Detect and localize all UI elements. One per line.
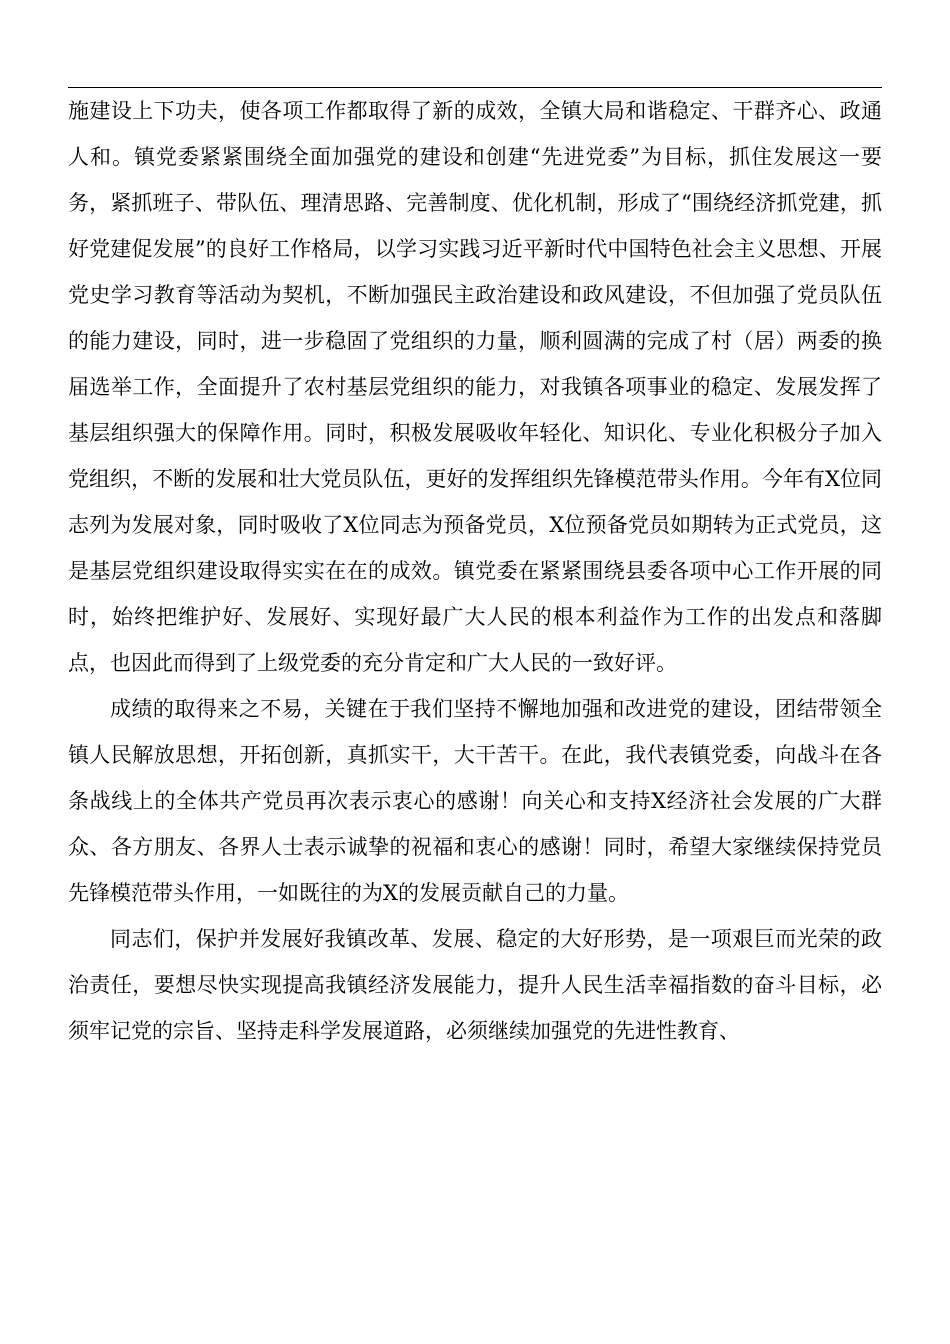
paragraph-3: 同志们，保护并发展好我镇改革、发展、稳定的大好形势，是一项艰巨而光荣的政治责任，要想尽快实现提高我镇经济发展能力，提升人民生活幸福指数的奋斗目标，必须牢记党的宗旨、坚持走科学发展道路，必须继续加强党的先进性教育、 xyxy=(68,927,882,1043)
document-body xyxy=(68,88,882,1054)
paragraph-1: 施建设上下功夫，使各项工作都取得了新的成效，全镇大局和谐稳定、干群齐心、政通人和。镇党委紧紧围绕全面加强党的建设和创建“先进党委”为目标，抓住发展这一要务，紧抓班子、带队伍、理清思路、完善制度、优化机制，形成了“围绕经济抓党建，抓好党建促发展”的良好工作格局，以学习实践习近平新时代中国特色社会主义思想、开展党史学习教育等活动为契机，不断加强民主政治建设和政风建设，不但加强了党员队伍的能力建设，同时，进一步稳固了党组织的力量，顺利圆满的完成了村（居）两委的换届选举工作，全面提升了农村基层党组织的能力，对我镇各项事业的稳定、发展发挥了基层组织强大的保障作用。同时，积极发展吸收年轻化、知识化、专业化积极分子加入党组织，不断的发展和壮大党员队伍，更好的发挥组织先锋模范带头作用。今年有X位同志列为发展对象，同时吸收了X位同志为预备党员，X位预备党员如期转为正式党员，这是基层党组织建设取得实实在在的成效。镇党委在紧紧围绕县委各项中心工作开展的同时，始终把维护好、发展好、实现好最广大人民的根本利益作为工作的出发点和落脚点，也因此而得到了上级党委的充分肯定和广大人民的一致好评。 xyxy=(68,99,882,675)
paragraph-2: 成绩的取得来之不易，关键在于我们坚持不懈地加强和改进党的建设，团结带领全镇人民解放思想，开拓创新，真抓实干，大干苦干。在此，我代表镇党委，向战斗在各条战线上的全体共产党员再次表示衷心的感谢！向关心和支持X经济社会发展的广大群众、各方朋友、各界人士表示诚挚的祝福和衷心的感谢！同时，希望大家继续保持党员先锋模范带头作用，一如既往的为X的发展贡献自己的力量。 xyxy=(68,697,882,905)
